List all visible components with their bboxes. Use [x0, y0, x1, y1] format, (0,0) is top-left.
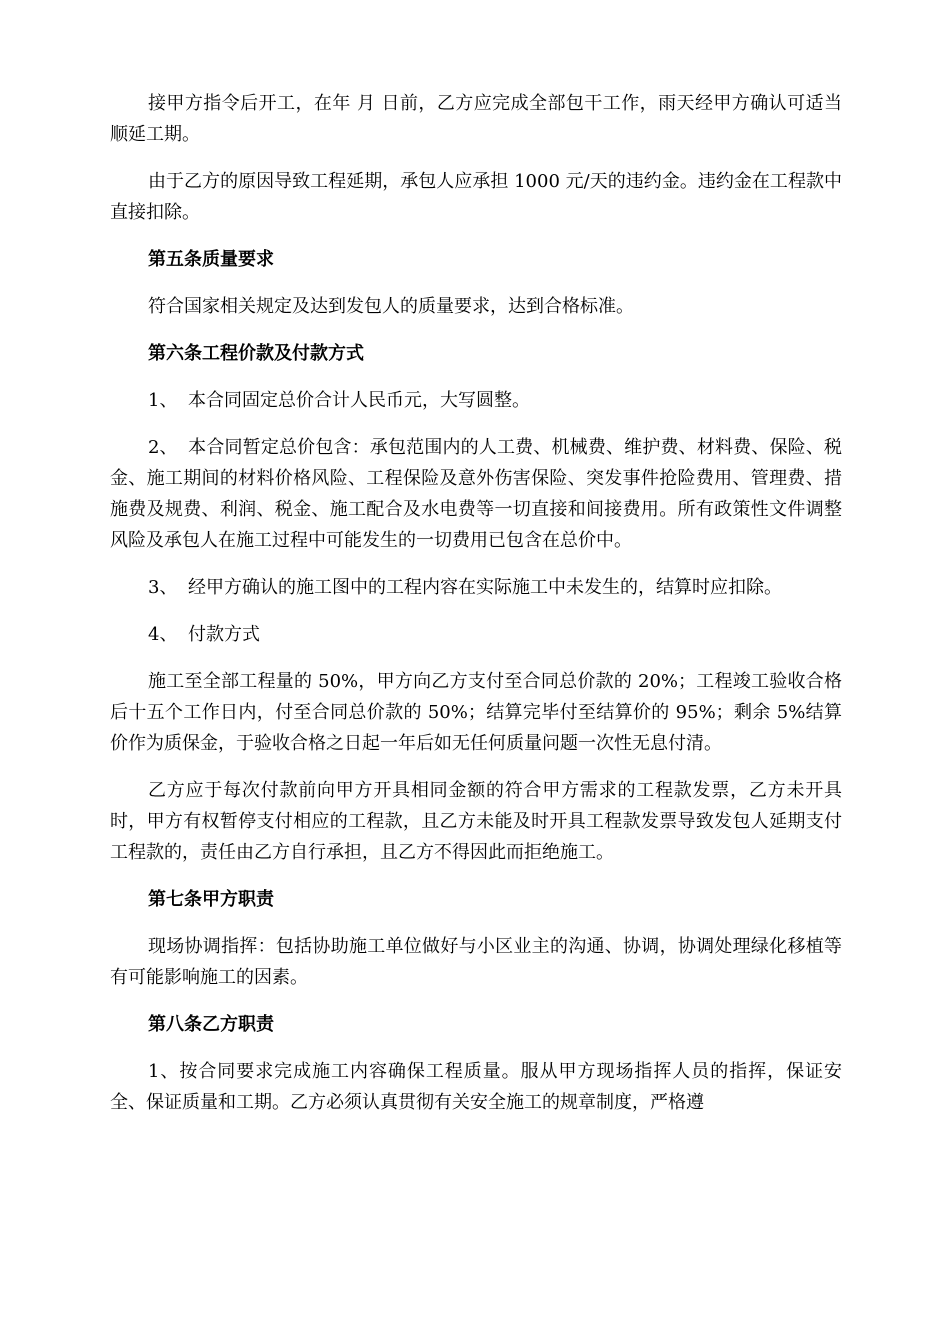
list-number: 4、	[148, 624, 178, 645]
list-item-text: 本合同暂定总价包含：承包范围内的人工费、机械费、维护费、材料费、保险、税金、施工期间的材料价格风险、工程保险及意外伤害保险、突发事件抢险费用、管理费、措施费及规费、利润、税金、施工配合及水电费等一切直接和间接费用。所有政策性文件调整风险及承包人在施工过程中可能发生的一切费用已包含在总价中。	[110, 437, 842, 551]
heading-article-6: 第六条工程价款及付款方式	[148, 343, 364, 364]
paragraph-delay-penalty: 由于乙方的原因导致工程延期，承包人应承担 1000 元/天的违约金。违约金在工程款中直接扣除。	[110, 171, 842, 223]
list-item-text: 经甲方确认的施工图中的工程内容在实际施工中未发生的，结算时应扣除。	[188, 577, 782, 598]
paragraph-quality-standard: 符合国家相关规定及达到发包人的质量要求，达到合格标准。	[148, 296, 634, 317]
list-item-4	[110, 619, 842, 650]
paragraph-schedule: 接甲方指令后开工，在年 月 日前，乙方应完成全部包干工作，雨天经甲方确认可适当顺延工期。	[110, 93, 842, 145]
list-item-2	[110, 432, 842, 556]
list-number: 2、	[148, 437, 178, 458]
heading-article-5: 第五条质量要求	[148, 249, 274, 270]
heading-article-7: 第七条甲方职责	[148, 889, 274, 910]
list-number: 1、	[148, 390, 178, 411]
list-item-1	[110, 385, 842, 416]
heading-article-8: 第八条乙方职责	[148, 1014, 274, 1035]
paragraph-payment-schedule: 施工至全部工程量的 50%，甲方向乙方支付至合同总价款的 20%；工程竣工验收合格后十五个工作日内，付至合同总价款的 50%；结算完毕付至结算价的 95%；剩余 5%结算价作为质保金，于验收合格之日起一年后如无任何质量问题一次性无息付清。	[110, 671, 842, 754]
list-item-text: 付款方式	[188, 624, 260, 645]
document-page	[110, 88, 842, 1134]
paragraph-party-a-duties: 现场协调指挥：包括协助施工单位做好与小区业主的沟通、协调，协调处理绿化移植等有可能影响施工的因素。	[110, 936, 842, 988]
paragraph-invoice: 乙方应于每次付款前向甲方开具相同金额的符合甲方需求的工程款发票，乙方未开具时，甲方有权暂停支付相应的工程款，且乙方未能及时开具工程款发票导致发包人延期支付工程款的，责任由乙方自行承担，且乙方不得因此而拒绝施工。	[110, 780, 842, 863]
paragraph-party-b-duties: 1、按合同要求完成施工内容确保工程质量。服从甲方现场指挥人员的指挥，保证安全、保证质量和工期。乙方必须认真贯彻有关安全施工的规章制度，严格遵	[110, 1061, 842, 1113]
list-item-3	[110, 572, 842, 603]
list-item-text: 本合同固定总价合计人民币元，大写圆整。	[188, 390, 530, 411]
list-number: 3、	[148, 577, 178, 598]
